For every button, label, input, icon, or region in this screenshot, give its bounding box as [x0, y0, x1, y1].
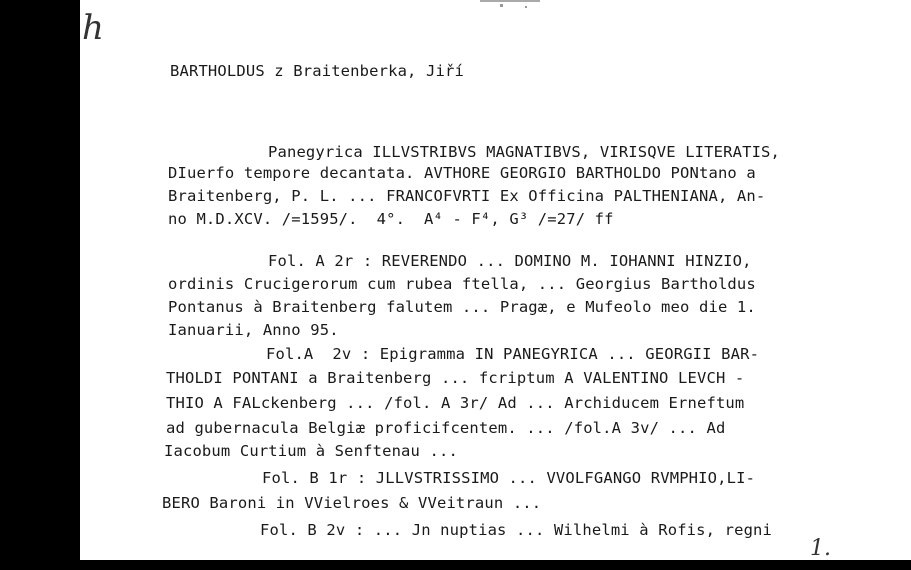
text-line-12: ad gubernacula Belgiæ proficifcentem. ... /fol.A 3v/ ... Ad	[166, 419, 726, 437]
text-line-10: THOLDI PONTANI a Braitenberg ... fcriptum A VALENTINO LEVCH -	[166, 369, 745, 387]
text-line-15: BERO Baroni in VVielroes & VVeitraun ...	[162, 494, 542, 512]
text-line-14: Fol. B 1r : JLLVSTRISSIMO ... VVOLFGANGO RVMPHIO,LI-	[262, 469, 756, 487]
catalog-card	[80, 0, 911, 560]
scan-speck	[480, 0, 540, 2]
text-line-7: Pontanus à Braitenberg falutem ... Pragæ, e Mufeolo meo die 1.	[168, 298, 756, 316]
scan-speck	[500, 4, 503, 7]
text-line-6: ordinis Crucigerorum cum rubea ftella, ... Georgius Bartholdus	[168, 275, 756, 293]
card-heading: BARTHOLDUS z Braitenberka, Jiří	[170, 62, 464, 80]
corner-handwritten-mark: h	[82, 8, 104, 48]
text-line-9: Fol.A 2v : Epigramma IN PANEGYRICA ... GEORGII BAR-	[266, 345, 760, 363]
text-line-13: Iacobum Curtium à Senftenau ...	[164, 442, 458, 460]
text-line-8: Ianuarii, Anno 95.	[168, 321, 339, 339]
text-line-11: THIO A FALckenberg ... /fol. A 3r/ Ad ... Archiducem Erneftum	[166, 394, 745, 412]
page-number-mark: 1.	[810, 536, 831, 561]
text-line-1: Panegyrica ILLVSTRIBVS MAGNATIBVS, VIRISQVE LITERATIS,	[268, 143, 781, 161]
text-line-4: no M.D.XCV. /=1595/. 4°. A⁴ - F⁴, G³ /=27/ ff	[168, 210, 614, 228]
scan-speck	[525, 6, 527, 8]
text-line-16: Fol. B 2v : ... Jn nuptias ... Wilhelmi à Rofis, regni	[260, 521, 773, 539]
text-line-3: Braitenberg, P. L. ... FRANCOFVRTI Ex Officina PALTHENIANA, An-	[168, 187, 766, 205]
text-line-5: Fol. A 2r : REVERENDO ... DOMINO M. IOHANNI HINZIO,	[268, 252, 752, 270]
text-line-2: DIuerfo tempore decantata. AVTHORE GEORGIO BARTHOLDO PONtano a	[168, 164, 756, 182]
